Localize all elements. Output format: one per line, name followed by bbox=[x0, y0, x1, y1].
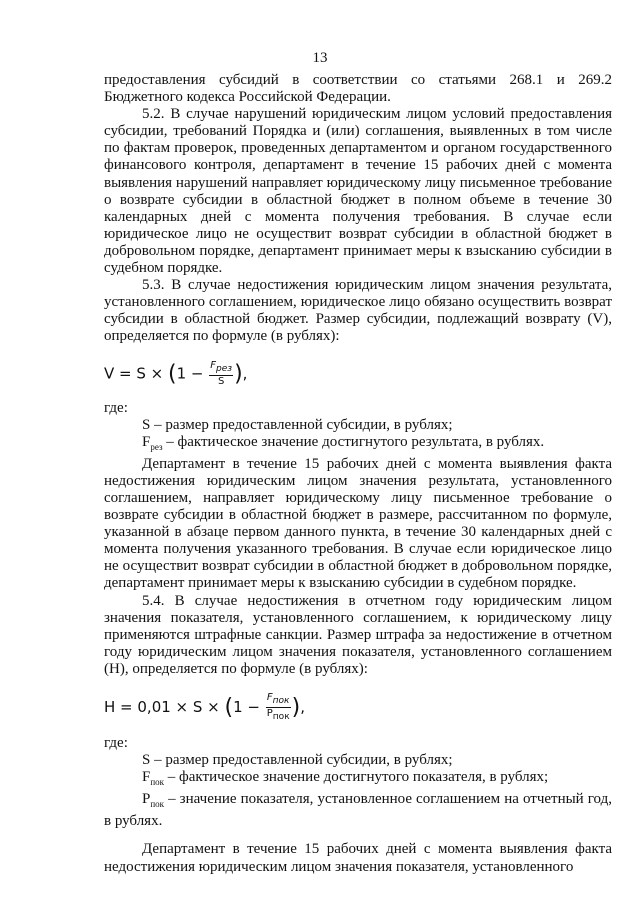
symbol-p: P bbox=[142, 791, 151, 808]
symbol-f: F bbox=[142, 433, 151, 450]
paragraph-department-2: Департамент в течение 15 рабочих дней с момента выявления факта недостижения юридическим лицом значения показателя, установленного bbox=[104, 841, 612, 875]
paragraph-5-3: 5.3. В случае недостижения юридическим лицом значения результата, установленного соглашением, юридическое лицо обязано осуществить возврат субсидии в областной бюджет. Размер субсидии, подлежащий возврату (V), определяется по формуле (в рублях): bbox=[104, 277, 612, 345]
formula-h-num-sub: пок bbox=[272, 696, 290, 706]
formula-v-fraction bbox=[209, 360, 233, 388]
paragraph-department-1: Департамент в течение 15 рабочих дней с момента выявления факта недостижения юридическим лицом значения результата, установленного соглашением, направляет юридическому лицу письменное требование о возврате субсидии в областной бюджет в размере, рассчитанном по формуле, указанной в абзаце первом данного пункта, в течение 30 календарных дней с момента получения указанного требования. В случае если юридическое лицо не осуществит возврат субсидии в областной бюджет в добровольном порядке, департамент принимает меры к взысканию субсидии в судебном порядке. bbox=[104, 455, 612, 592]
formula-v-one-minus: 1 − bbox=[176, 364, 209, 382]
formula-v-tail: , bbox=[242, 364, 248, 382]
paragraph-continuation: предоставления субсидий в соответствии со статьями 268.1 и 269.2 Бюджетного кодекса Российской Федерации. bbox=[104, 72, 612, 106]
formula-v: V = S × (1 − $\frac{F_{рез}}{S}$ ), bbox=[104, 359, 248, 387]
definition-frez bbox=[104, 434, 612, 456]
formula-h-den-sub: пок bbox=[272, 712, 290, 722]
definition-s-2 bbox=[104, 752, 612, 769]
definition-s-2-text: – размер предоставленной субсидии, в рублях; bbox=[150, 752, 453, 769]
body-text bbox=[104, 72, 612, 876]
paragraph-5-4: 5.4. В случае недостижения в отчетном году юридическим лицом значения показателя, установленного соглашением, к юридическому лицу применяются штрафные санкции. Размер штрафа за недостижение в отчетном году юридическим лицом значения показателя, установленного соглашением (H), определяется по формуле (в рублях): bbox=[104, 592, 612, 677]
symbol-f-sub-pok: пок bbox=[150, 777, 165, 788]
symbol-p-sub-pok: пок bbox=[150, 799, 165, 810]
definition-ppok bbox=[104, 791, 612, 830]
definition-fpok-text: – фактическое значение достигнутого показателя, в рублях; bbox=[164, 769, 549, 786]
formula-h-lhs: H = 0,01 × S × bbox=[104, 698, 225, 716]
symbol-f-sub-rez: рез bbox=[150, 441, 163, 452]
where-label-2: где: bbox=[104, 735, 128, 751]
formula-h-den: P bbox=[266, 708, 273, 719]
page-number: 13 bbox=[312, 50, 328, 66]
formula-v-num-sub: рез bbox=[216, 363, 233, 374]
formula-h-one-minus: 1 − bbox=[233, 698, 265, 716]
symbol-f: F bbox=[142, 769, 151, 786]
definition-s-1-text: – размер предоставленной субсидии, в рублях; bbox=[150, 416, 453, 433]
formula-h: H = 0,01 × S × (1 − $\frac{F_{пок}}{P_{пок}}$ ), bbox=[104, 692, 305, 722]
definition-ppok-text: – значение показателя, установленное соглашением на отчетный год, в рублях. bbox=[104, 791, 612, 830]
definition-fpok bbox=[104, 769, 612, 791]
formula-v-den: S bbox=[217, 375, 225, 387]
formula-h-fraction bbox=[266, 692, 291, 723]
definition-s-1 bbox=[104, 417, 612, 434]
paragraph-5-2: 5.2. В случае нарушений юридическим лицом условий предоставления субсидии, требований Порядка и (или) соглашения, выявленных в том числе по фактам проверок, проведенных департаментом и органом государственного финансового контроля, департамент в течение 15 рабочих дней с момента выявления нарушений направляет юридическому лицу письменное требование о возврате субсидии в областной бюджет в полном объеме в течение 30 календарных дней с момента получения требования. В случае если юридическое лицо не осуществит возврат субсидии в областной бюджет в добровольном порядке, департамент принимает меры к взысканию субсидии в судебном порядке. bbox=[104, 106, 612, 277]
formula-h-tail: , bbox=[300, 698, 305, 716]
definition-frez-text: – фактическое значение достигнутого результата, в рублях. bbox=[162, 433, 545, 450]
symbol-s: S bbox=[142, 752, 151, 769]
formula-v-num: F bbox=[210, 359, 217, 371]
formula-v-lhs: V = S × bbox=[104, 364, 168, 382]
symbol-s: S bbox=[142, 416, 151, 433]
formula-h-num: F bbox=[266, 692, 273, 703]
where-label-1: где: bbox=[104, 399, 128, 416]
